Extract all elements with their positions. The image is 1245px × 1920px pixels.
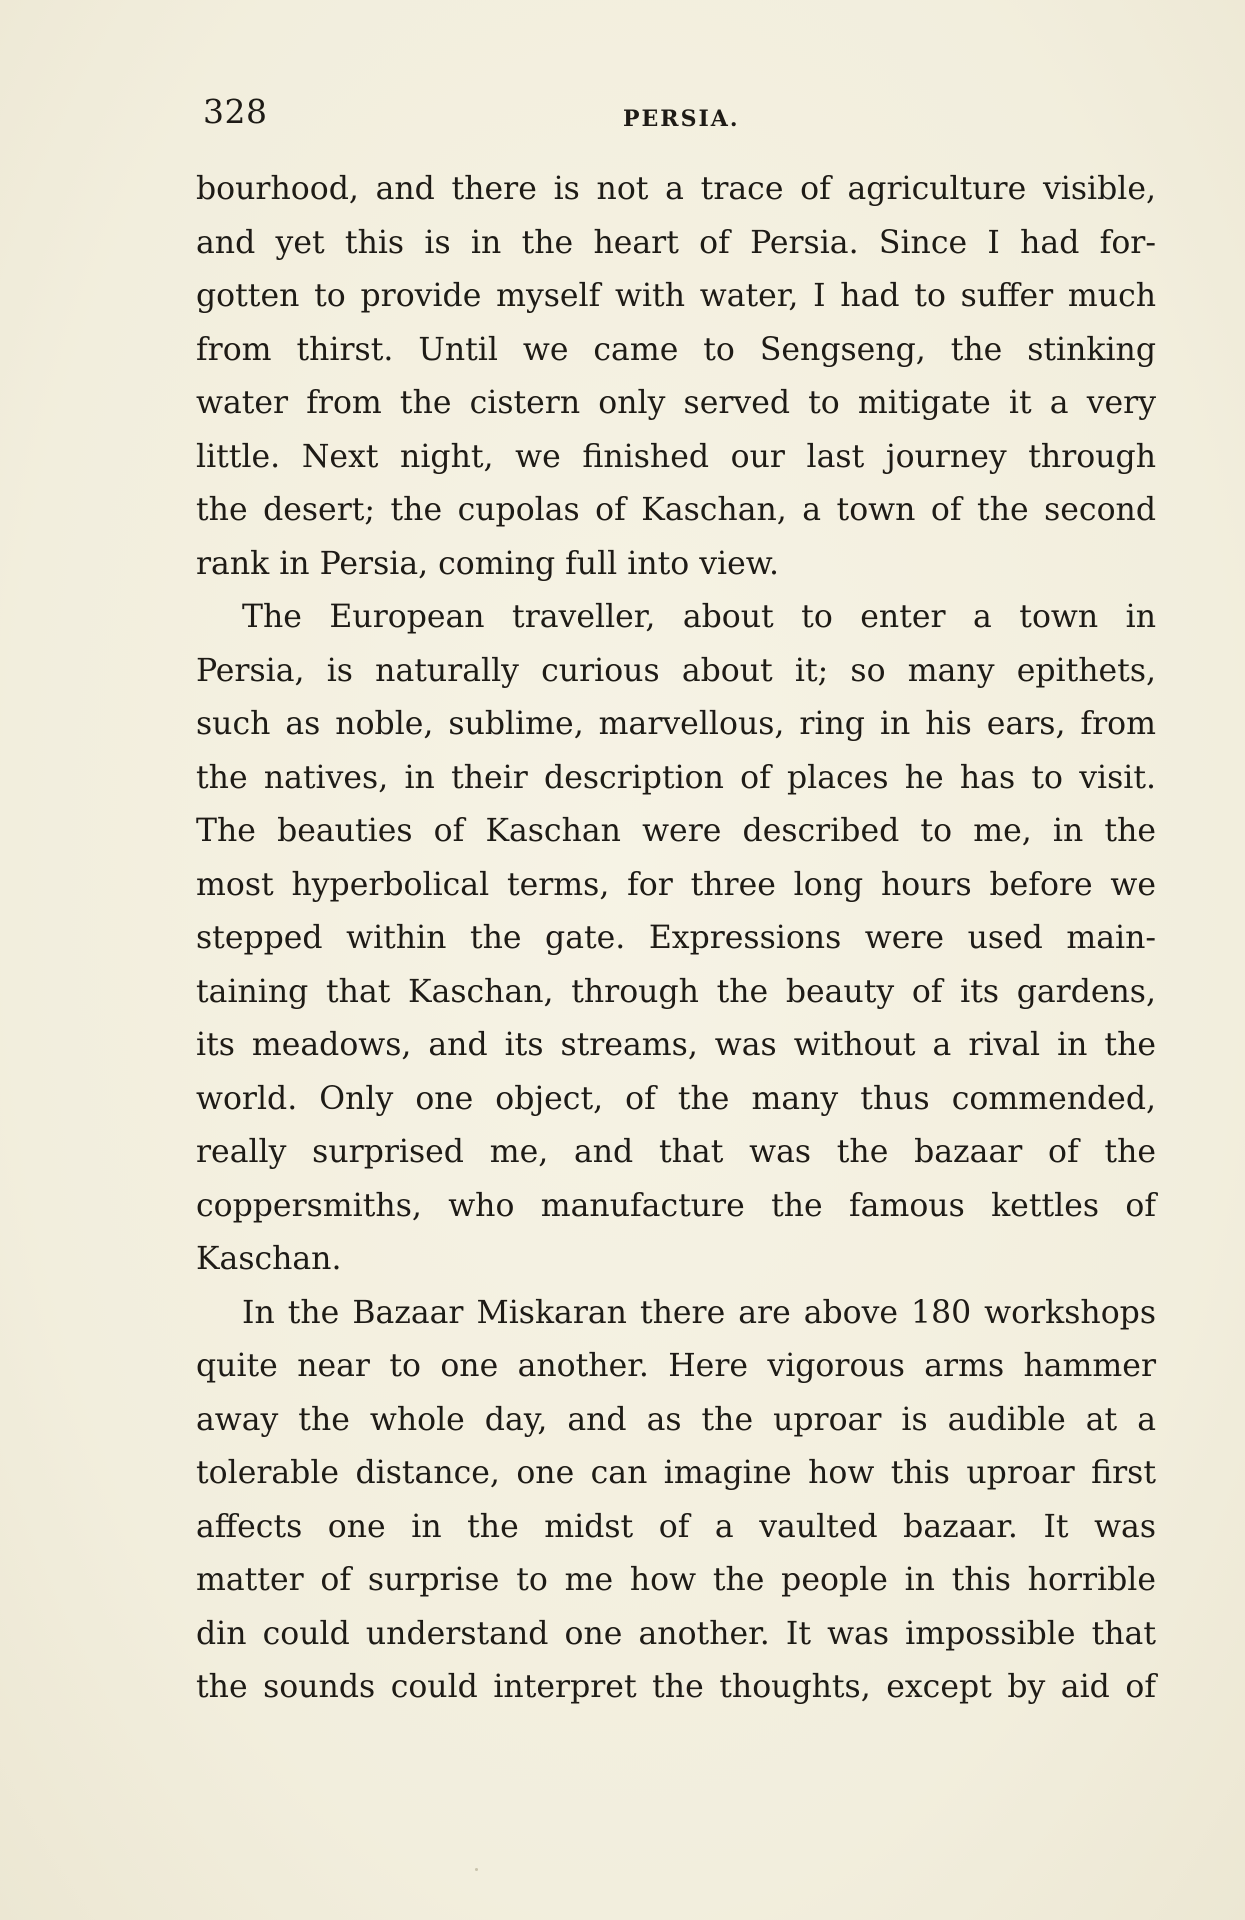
paragraph-start-line: In the Bazaar Miskaran there are above 180 workshops <box>242 1294 1156 1331</box>
text-line: The beauties of Kaschan were described to me, in the <box>196 813 1156 849</box>
text-line: tolerable distance, one can imagine how this uproar first <box>196 1455 1156 1491</box>
text-line: quite near to one another. Here vigorous arms hammer <box>196 1348 1156 1384</box>
page-header <box>203 92 1158 142</box>
text-line: away the whole day, and as the uproar is audible at a <box>196 1401 1156 1438</box>
text-line: really surprised me, and that was the bazaar of the <box>196 1134 1156 1170</box>
text-line: world. Only one object, of the many thus commended, <box>196 1080 1156 1117</box>
text-line: coppersmiths, who manufacture the famous kettles of <box>196 1187 1156 1224</box>
body-text <box>196 163 1156 1715</box>
text-line: the sounds could interpret the thoughts, except by aid of <box>196 1669 1156 1705</box>
text-line: such as noble, sublime, marvellous, ring in his ears, from <box>196 706 1156 742</box>
text-line: water from the cistern only served to mitigate it a very <box>196 385 1156 421</box>
text-line: its meadows, and its streams, was without a rival in the <box>196 1027 1156 1063</box>
text-line: and yet this is in the heart of Persia. Since I had for- <box>196 224 1156 261</box>
running-head: PERSIA. <box>623 106 740 132</box>
paragraph-start-line: The European traveller, about to enter a town in <box>242 599 1156 635</box>
text-line: affects one in the midst of a vaulted bazaar. It was <box>196 1508 1156 1545</box>
text-line: bourhood, and there is not a trace of agriculture visible, <box>196 171 1156 207</box>
text-line: little. Next night, we finished our last journey through <box>196 438 1156 475</box>
text-line: taining that Kaschan, through the beauty of its gardens, <box>196 973 1156 1010</box>
text-line: the desert; the cupolas of Kaschan, a town of the second <box>196 492 1156 528</box>
text-line: the natives, in their description of places he has to visit. <box>196 759 1156 796</box>
paragraph-end-line: Kaschan. <box>196 1241 342 1277</box>
text-line: from thirst. Until we came to Sengseng, the stinking <box>196 331 1156 368</box>
text-line: matter of surprise to me how the people in this horrible <box>196 1562 1156 1598</box>
paper-speck <box>475 1868 478 1871</box>
text-line: din could understand one another. It was impossible that <box>196 1615 1156 1652</box>
text-line: most hyperbolical terms, for three long hours before we <box>196 866 1156 903</box>
page-number: 328 <box>203 92 268 131</box>
text-line: Persia, is naturally curious about it; so many epithets, <box>196 652 1156 689</box>
paragraph-end-line: rank in Persia, coming full into view. <box>196 545 779 582</box>
text-line: stepped within the gate. Expressions were used main- <box>196 920 1156 956</box>
text-line: gotten to provide myself with water, I had to suffer much <box>196 278 1156 314</box>
